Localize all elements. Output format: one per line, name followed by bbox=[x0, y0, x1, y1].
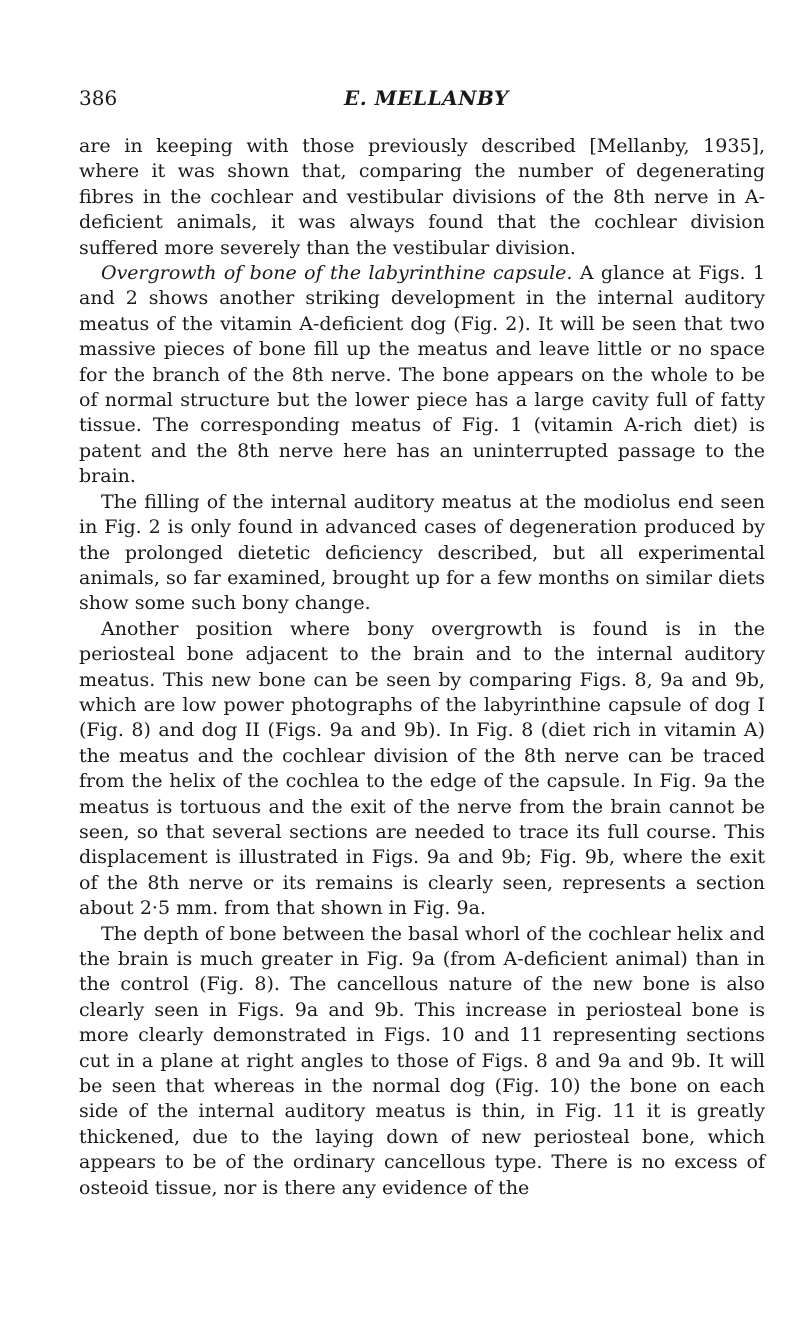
paragraph-5 bbox=[79, 922, 765, 1201]
running-head bbox=[79, 86, 765, 120]
paragraph-3-text: The filling of the internal auditory meatus at the modiolus end seen in Fig. 2 is only found in advanced cases of degeneration produced by the prolonged dietetic deficiency described, but all experimental animals, so far examined, brought up for a few months on similar diets show some such bony change. bbox=[79, 490, 765, 615]
paragraph-4 bbox=[79, 617, 765, 922]
paragraph-2-text: A glance at Figs. 1 and 2 shows another striking development in the internal auditory meatus of the vitamin A-deficient dog (Fig. 2). It will be seen that two massive pieces of bone fill up the meatus and leave little or no space for the branch of the 8th nerve. The bone appears on the whole to be of normal structure but the lower piece has a large cavity full of fatty tissue. The corresponding meatus of Fig. 1 (vitamin A-rich diet) is patent and the 8th nerve here has an uninterrupted passage to the brain. bbox=[79, 262, 765, 488]
paragraph-2 bbox=[79, 261, 765, 490]
paragraph-4-text: Another position where bony overgrowth is found is in the periosteal bone adjacent to the brain and to the internal auditory meatus. This new bone can be seen by comparing Figs. 8, 9a and 9b, which are low power photographs of the labyrinthine capsule of dog I (Fig. 8) and dog II (Figs. 9a and 9b). In Fig. 8 (diet rich in vitamin A) the meatus and the cochlear division of the 8th nerve can be traced from the helix of the cochlea to the edge of the capsule. In Fig. 9a the meatus is tortuous and the exit of the nerve from the brain cannot be seen, so that several sections are needed to trace its full course. This displacement is illustrated in Figs. 9a and 9b; Fig. 9b, where the exit of the 8th nerve or its remains is clearly seen, represents a section about 2·5 mm. from that shown in Fig. 9a. bbox=[79, 617, 765, 920]
page-number: 386 bbox=[79, 86, 118, 110]
page bbox=[79, 86, 765, 1201]
paragraph-1-text: are in keeping with those previously described [Mellanby, 1935], where it was shown that, comparing the number of degenerating fibres in the cochlear and vestibular divisions of the 8th nerve in A-deficient animals, it was always found that the cochlear division suffered more severely than the vestibular division. bbox=[79, 135, 765, 259]
body-text bbox=[79, 134, 765, 1201]
paragraph-3 bbox=[79, 490, 765, 617]
running-title: E. MELLANBY bbox=[344, 86, 509, 110]
paragraph-5-text: The depth of bone between the basal whorl of the cochlear helix and the brain is much greater in Fig. 9a (from A-deficient animal) than in the control (Fig. 8). The cancellous nature of the new bone is also clearly seen in Figs. 9a and 9b. This increase in periosteal bone is more clearly demonstrated in Figs. 10 and 11 representing sections cut in a plane at right angles to those of Figs. 8 and 9a and 9b. It will be seen that whereas in the normal dog (Fig. 10) the bone on each side of the internal auditory meatus is thin, in Fig. 11 it is greatly thickened, due to the laying down of new periosteal bone, which appears to be of the ordinary cancellous type. There is no excess of osteoid tissue, nor is there any evidence of the bbox=[79, 922, 765, 1199]
paragraph-1 bbox=[79, 134, 765, 261]
section-heading: Overgrowth of bone of the labyrinthine capsule. bbox=[101, 262, 573, 285]
